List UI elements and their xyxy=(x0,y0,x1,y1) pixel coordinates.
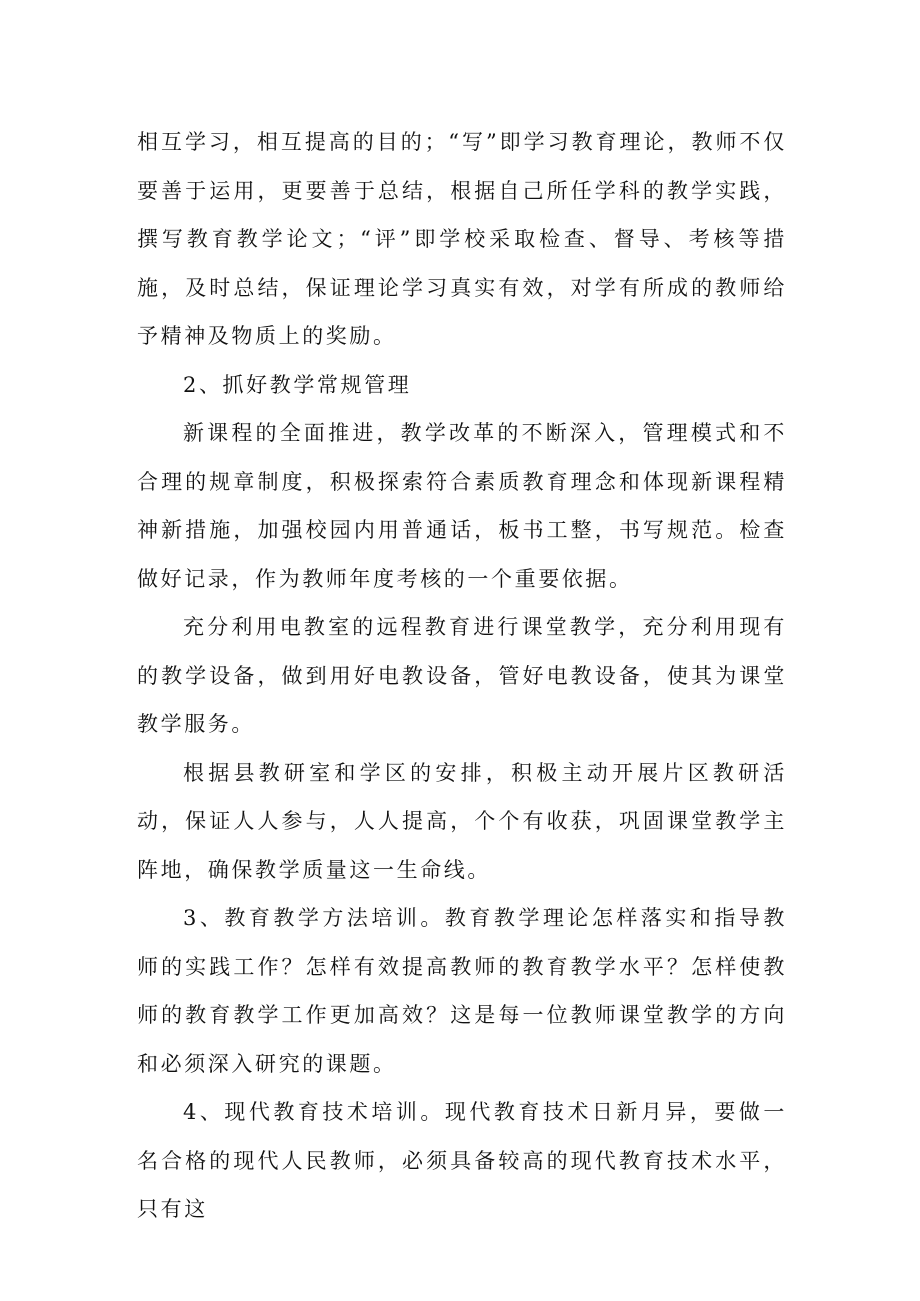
paragraph-method-training: 3、教育教学方法培训。教育教学理论怎样落实和指导教师的实践工作？怎样有效提高教师的教育教学水平？怎样使教师的教育教学工作更加高效？这是每一位教师课堂教学的方向和必须深入研究的课题。 xyxy=(137,906,787,1076)
paragraph-continuation: 相互学习，相互提高的目的；“写”即学习教育理论，教师不仅要善于运用，更要善于总结，根据自己所任学科的教学实践，撰写教育教学论文；“评”即学校采取检查、督导、考核等措施，及时总结，保证理论学习真实有效，对学有所成的教师给予精神及物质上的奖励。 xyxy=(137,130,787,348)
paragraph-teaching-research: 根据县教研室和学区的安排，积极主动开展片区教研活动，保证人人参与，人人提高，个个有收获，巩固课堂教学主阵地，确保教学质量这一生命线。 xyxy=(137,760,787,882)
document-body xyxy=(137,118,787,1234)
paragraph-electronic-classroom: 充分利用电教室的远程教育进行课堂教学，充分利用现有的教学设备，做到用好电教设备，管好电教设备，使其为课堂教学服务。 xyxy=(137,615,787,736)
section-heading-2: 2、抓好教学常规管理 xyxy=(183,372,412,397)
paragraph-technology-training: 4、现代教育技术培训。现代教育技术日新月异，要做一名合格的现代人民教师，必须具备较高的现代教育技术水平，只有这 xyxy=(137,1100,787,1221)
paragraph-new-curriculum: 新课程的全面推进，教学改革的不断深入，管理模式和不合理的规章制度，积极探索符合素质教育理念和体现新课程精神新措施，加强校园内用普通话，板书工整，书写规范。检查做好记录，作为教师年度考核的一个重要依据。 xyxy=(137,421,787,591)
